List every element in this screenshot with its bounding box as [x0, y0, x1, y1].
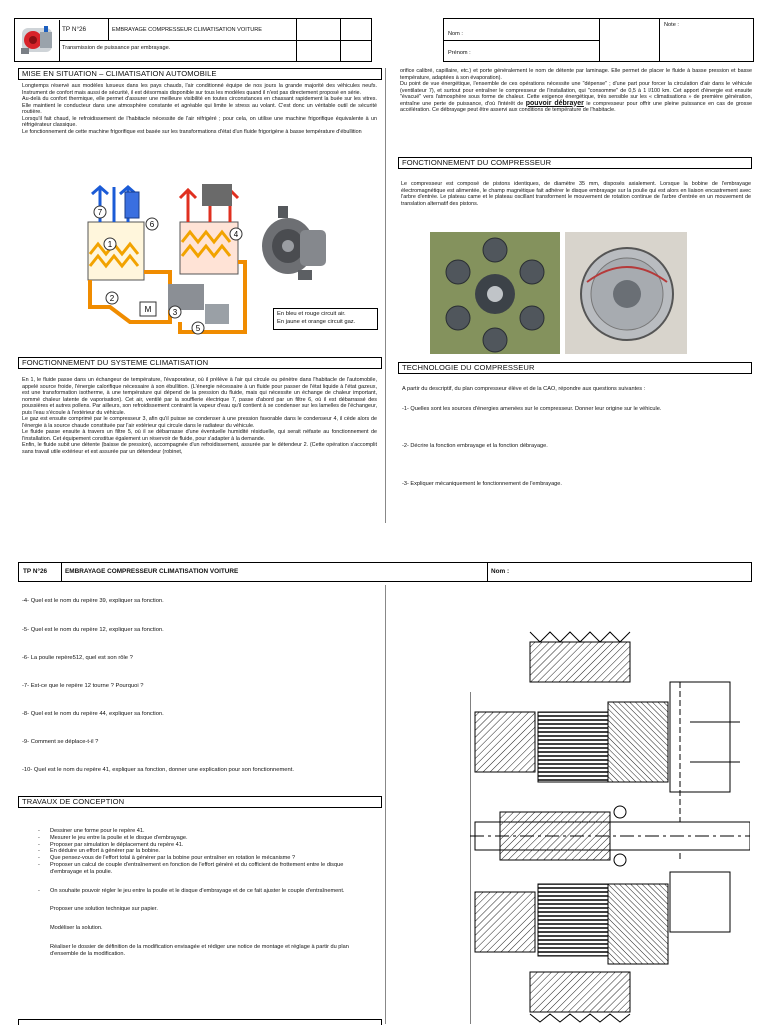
question-6: -6- La poulie repère512, quel est son rôle ? [22, 655, 133, 661]
section-technologie: TECHNOLOGIE DU COMPRESSEUR [398, 362, 752, 374]
logo-image [16, 20, 60, 61]
question-5: -5- Quel est le nom du repère 12, expliquer sa fonction. [22, 627, 164, 633]
mise-en-situation-text: Longtemps réservé aux modèles luxueux dans les pays chauds, l'air conditionné équipe de nos jours la grande majorité des véhicules neufs. Instrument de confort mais aussi de sécurité, il est désormais disponible sur tous les modèles quand il n'est pas directement proposé en série. Au-delà du confort thermique, elle permet d'assurer une meilleure visibilité en toutes circonstances en chassant rapidement la buée sur les vitres. Elle maintient le conducteur dans une atmosphère constante et agréable qui limite le stress au volant. C'est donc un véritable outil de sécurité routière. Lorsqu'il fait chaud, le refroidissement de l'habitacle nécessite de l'air réfrigéré ; pour cela, on utilise une machine frigorifique équivalente à un réfrigérateur classique. Le fonctionnement de cette machine frigorifique est basée sur les transformations d'état d'un fluide frigorigène à basse température d'ébullition [22, 83, 377, 135]
page1-student-box [443, 18, 754, 62]
question-8: -8- Quel est le nom du repère 44, expliquer sa fonction. [22, 711, 164, 717]
nom-field[interactable]: Nom : [448, 31, 463, 37]
clutch-photo [565, 232, 687, 354]
page2-nom-field[interactable]: Nom : [491, 568, 510, 575]
page1-header-left [14, 18, 372, 62]
piston-assembly-photo [430, 232, 560, 354]
pouvoir-debrayer-emphasis: pouvoir débrayer [525, 99, 584, 107]
marker-2: 2 [109, 294, 115, 303]
cut-off-section-header [18, 1019, 382, 1025]
page2-tp-number: TP N°26 [23, 568, 48, 575]
travaux-line: Modéliser la solution. [50, 925, 103, 932]
marker-7: 7 [97, 208, 103, 217]
diagram-legend: En bleu et rouge circuit air. En jaune et orange circuit gaz. [273, 308, 378, 330]
question-1: -1- Quelles sont les sources d'énergies amenées sur le compresseur. Donner leur origine sur le véhicule. [402, 406, 662, 412]
marker-3: 3 [172, 308, 178, 317]
marker-5: 5 [195, 324, 201, 333]
travaux-item: - En déduire un effort à générer par la bobine. [50, 848, 374, 855]
page2-title: EMBRAYAGE COMPRESSEUR CLIMATISATION VOITURE [65, 568, 239, 575]
section-travaux-conception: TRAVAUX DE CONCEPTION [18, 796, 382, 808]
question-7: -7- Est-ce que le repère 12 tourne ? Pourquoi ? [22, 683, 144, 689]
travaux-line: Réaliser le dossier de définition de la modification envisagée et rédiger une notice de montage et réglage à partir du plan d'ensemble de la modification. [50, 943, 349, 957]
travaux-item: - Proposer par simulation le déplacement du repère 41. [50, 842, 374, 849]
clutch-technical-drawing [470, 622, 750, 1024]
technologie-intro: A partir du descriptif, du plan compresseur élève et de la CAO, répondre aux questions suivantes : [402, 386, 646, 392]
fonctionnement-compresseur-text: Le compresseur est composé de pistons identiques, de diamètre 35 mm, disposés axialement. Lorsque la bobine de l'embrayage électromagnétique est alimentée, le champ magnétique fait adhérer le disque embrayage sur la poulie qui est alors en liaison encastrement avec l'arbre d'entrée. Le plateau came et le plateau oscillant transforment le mouvement de rotation continue de l'arbre d'entrée en un mouvement de translation alternatif des pistons. [401, 181, 751, 207]
page1-column-divider [385, 68, 386, 523]
tp-number: TP N°26 [62, 26, 87, 33]
document-title: EMBRAYAGE COMPRESSEUR CLIMATISATION VOITURE [112, 27, 263, 33]
travaux-item: - On souhaite pouvoir régler le jeu entre la poulie et le disque d'embrayage et de ce fait ajuster le couple d'entraînement. [50, 888, 374, 895]
question-2: -2- Décrire la fonction embrayage et la fonction débrayage. [402, 443, 548, 449]
document-subtitle: Transmission de puissance par embrayage. [62, 45, 171, 51]
marker-4: 4 [233, 230, 239, 239]
marker-1: 1 [107, 240, 113, 249]
travaux-list [22, 828, 374, 958]
compressor-photo [258, 200, 330, 290]
section-fonctionnement-systeme: FONCTIONNEMENT DU SYSTEME CLIMATISATION [18, 357, 382, 369]
page2-header [18, 562, 752, 582]
ac-circuit-diagram [70, 182, 255, 342]
question-9: -9- Comment se déplace-t-il ? [22, 739, 99, 745]
page2-column-divider [385, 585, 386, 1024]
question-3: -3- Expliquer mécaniquement le fonctionnement de l'embrayage. [402, 481, 562, 487]
travaux-item: - Que pensez-vous de l'effort total à générer par la bobine pour entraîner en rotation le mécanisme ? [50, 855, 374, 862]
marker-6: 6 [149, 220, 155, 229]
fonctionnement-systeme-text: En 1, le fluide passe dans un échangeur de température, l'évaporateur, où il prélève à l'air qui circule ou pénètre dans l'habitacle de l'automobile, appelé source froide, l'énergie calorifique nécessaire à son ébullition. (L'énergie nécessaire à un fluide pour passer de l'état liquide à l'état gazeux, est une transformation isotherme, à une température qui dépend de la pression du fluide, mais qui nécessite un échange de chaleur important, nommé chaleur latente de vaporisation). Cet air, ventilé par la soufflerie électrique 7, passe d'abord par un filtre 6, où il est débarrassé des poussières et autres pollens. Par ailleurs, son refroidissement contraint la vapeur d'eau qu'il contient à se condenser sur les lamelles de l'échangeur, puis l'eau s'écoule à l'extérieur du véhicule. Le gaz est ensuite comprimé par le compresseur 3, afin qu'il puisse se condenser à une pression favorable dans le condenseur 4, il cède alors de l'énergie à la source chaude constituée par l'air extérieur qui circule dans le radiateur du véhicule. Le fluide passe ensuite à travers un filtre 5, où il se débarrasse d'une éventuelle humidité résiduelle, qui serait néfaste au fonctionnement de l'installation. Cet équipement constitue également un réservoir de fluide, pour s'adapter à la demande. Enfin, le fluide subit une détente (baisse de pression), accompagnée d'un refroidissement, assurée par le détendeur 2. (Cette opération s'accomplit sans travail utile extérieur et est assurée par un détendeur (robinet, [22, 377, 377, 455]
travaux-line: Proposer une solution technique sur papier. [50, 906, 158, 913]
note-field[interactable]: Note : [664, 22, 679, 28]
question-10: -10- Quel est le nom du repère 41, expliquer sa fonction, donner une explication pour son fonctionnement. [22, 767, 294, 773]
prenom-field[interactable]: Prénom : [448, 50, 471, 56]
marker-m: M [144, 305, 152, 314]
travaux-item: - Mesurer le jeu entre la poulie et le disque d'embrayage. [50, 835, 374, 842]
section-mise-en-situation: MISE EN SITUATION – CLIMATISATION AUTOMOBILE [18, 68, 382, 80]
travaux-item: - Dessiner une forme pour le repère 41. [50, 828, 374, 835]
travaux-item: - Proposer un calcul de couple d'entraînement en fonction de l'effort généré et du cofficient de frottement entre le disque d'embrayage et la poulie. [50, 862, 374, 876]
right-column-text: orifice calibré, capillaire, etc.) et porte généralement le nom de détente par laminage. Elle permet de placer le fluide à basse pression et basse température, adaptées à son évaporation). Du point de vue énergétique, l'ensemble de ces opérations nécessite une "dépense" ; d'une part pour forcer la circulation d'air dans le véhicule (ventilateur 7), et surtout pour entraîner le compresseur de l'installation, qui "consomme" de 0,5 à 1 l/100 km. Cet apport d'énergie est ensuite "évacué" vers l'atmosphère sous forme de chaleur. Cette exigence énergétique, très sensible sur les « climatisations » de première génération, entraîne une perte de puissance, d'où l'intérêt de pouvoir débrayer le compresseur pour offrir une pleine puissance en cas de grosse accélération. Ce débrayage peut être asservi aux conditions de température de l'habitacle. [400, 68, 753, 113]
question-4: -4- Quel est le nom du repère 39, expliquer sa fonction. [22, 598, 164, 604]
section-fonctionnement-compresseur: FONCTIONNEMENT DU COMPRESSEUR [398, 157, 752, 169]
